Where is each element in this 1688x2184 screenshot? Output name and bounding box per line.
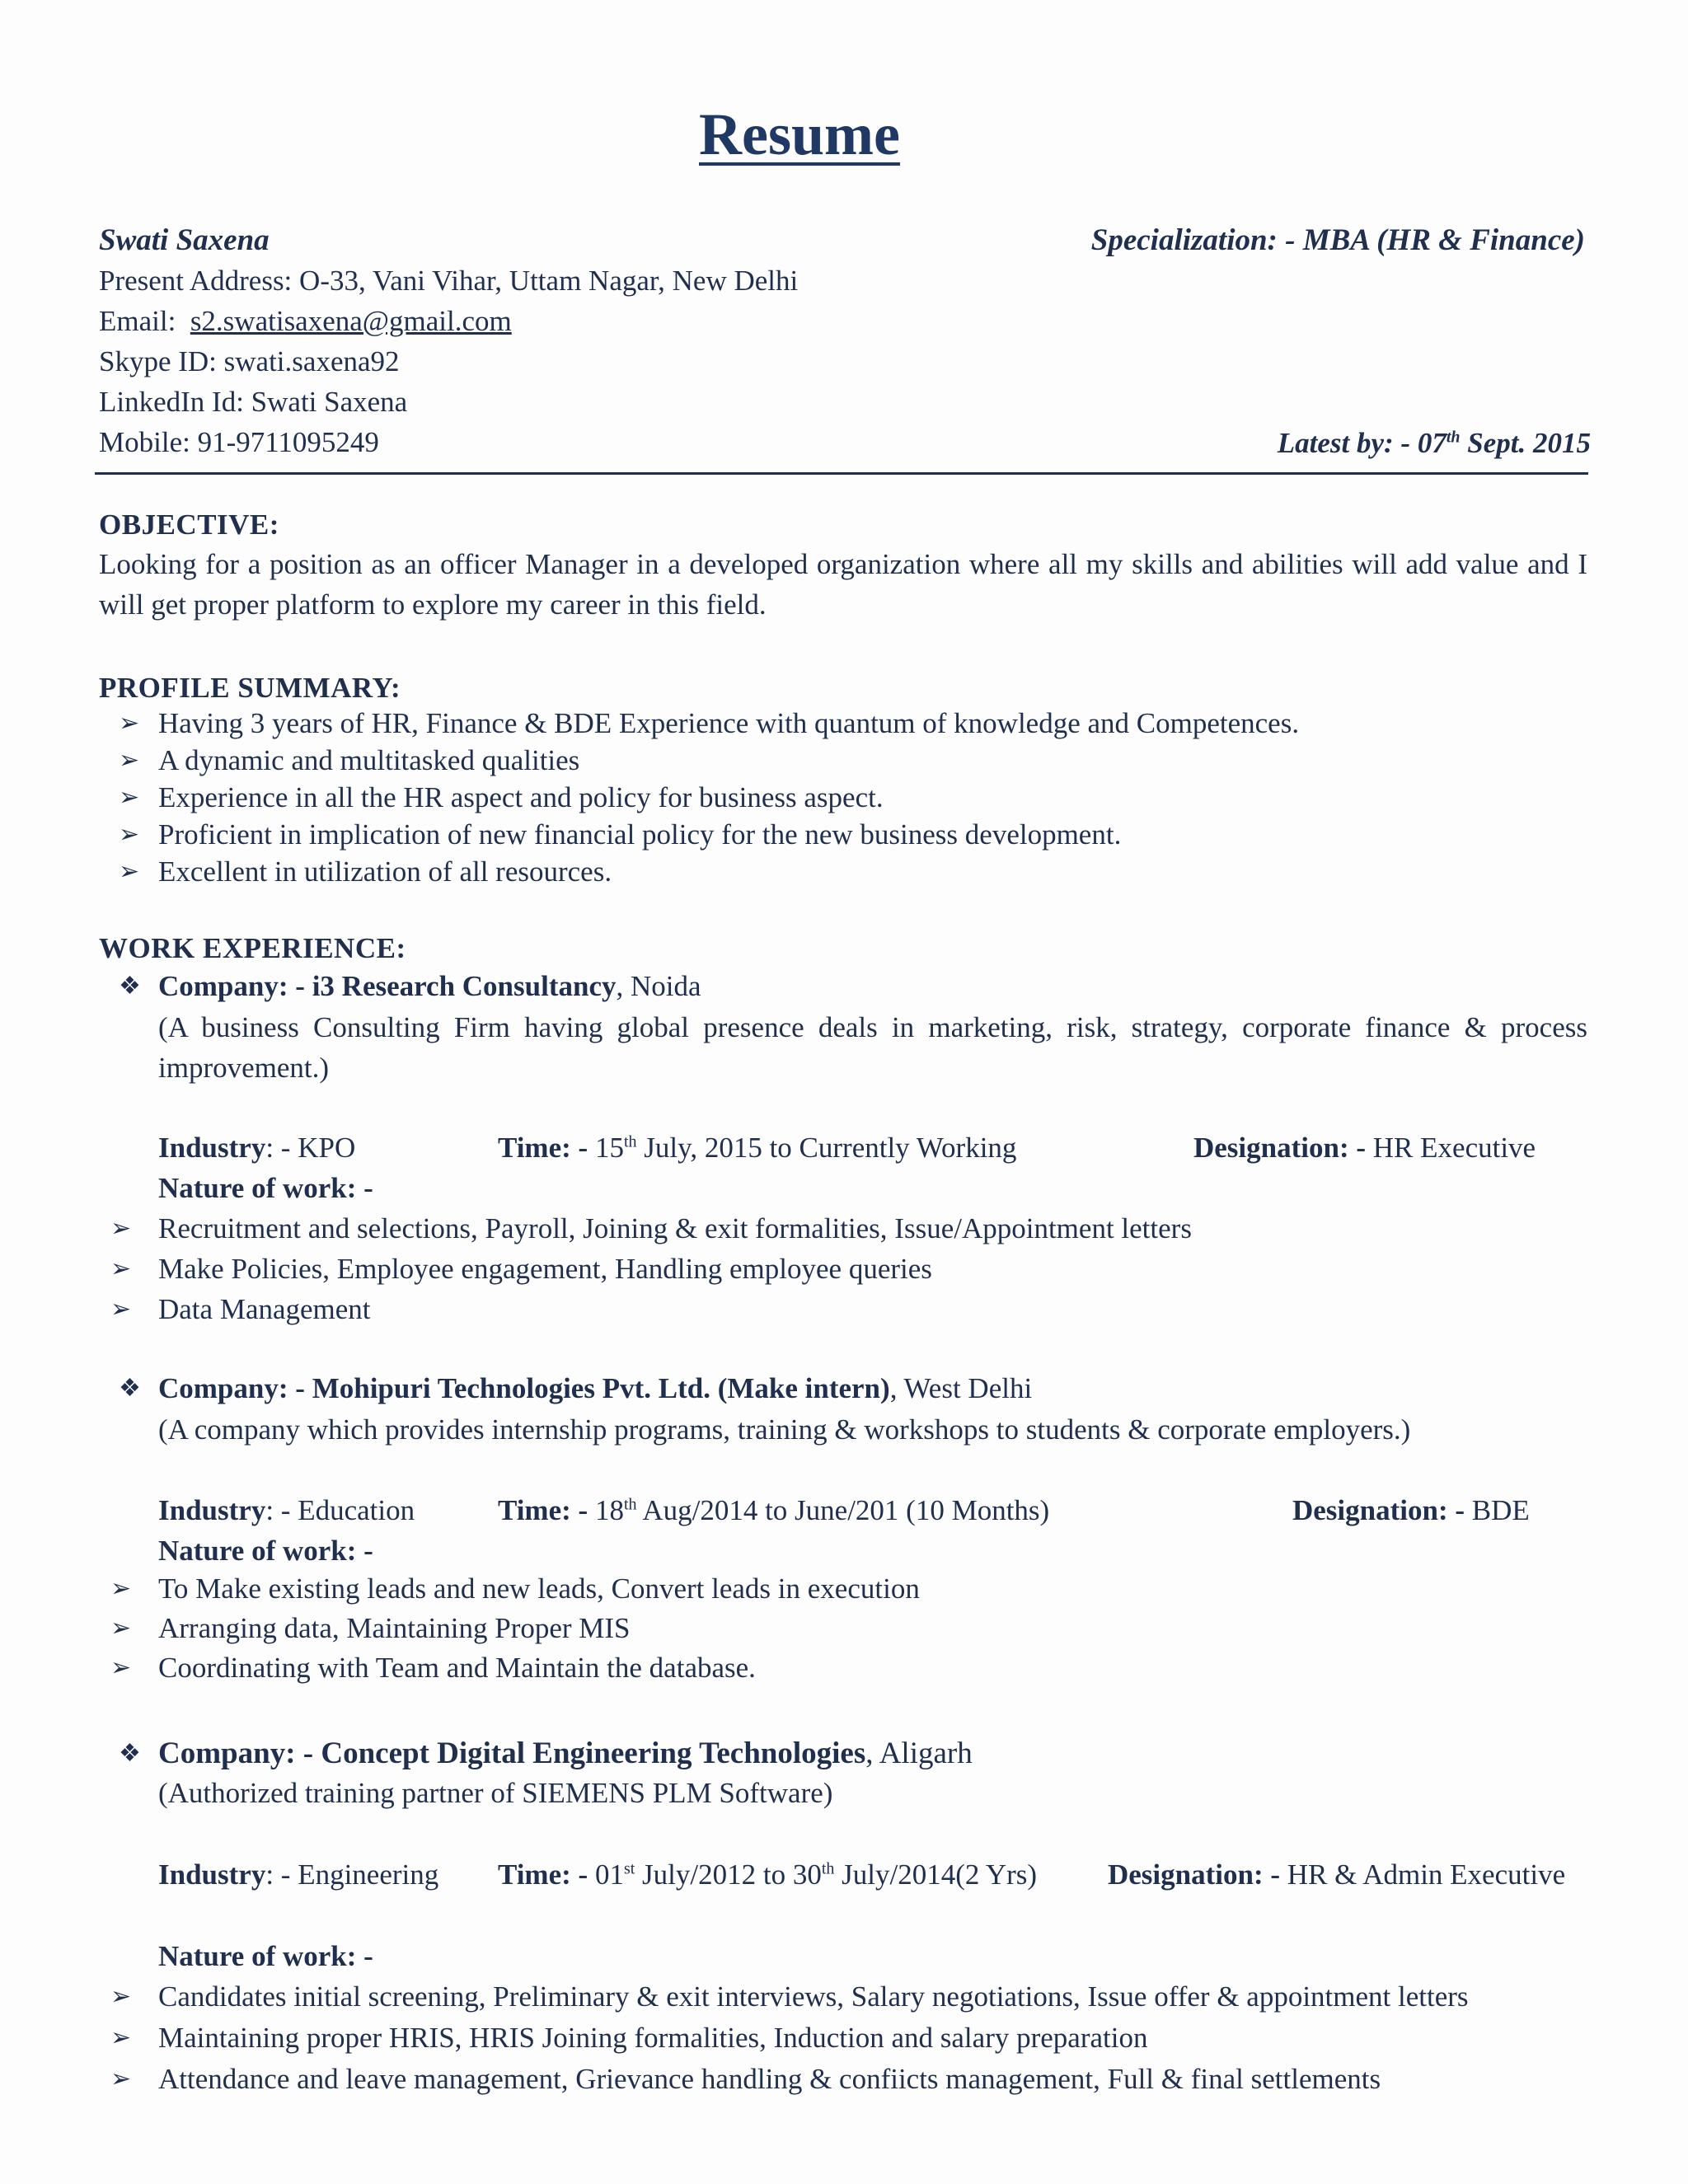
company-description: (A company which provides internship programs, training & workshops to students & corporate employers.) [158,1413,1411,1446]
email-label: Email: [99,305,176,337]
address-label: Present Address: [99,265,293,297]
industry: Industry: - Education [158,1494,415,1526]
list-item: ➢ Having 3 years of HR, Finance & BDE Experience with quantum of knowledge and Competences. [158,703,1592,740]
specialization: Specialization: - MBA (HR & Finance) [1090,223,1585,257]
diamond-bullet-icon: ❖ [119,972,141,1000]
duties-list [110,1208,1592,1329]
arrow-bullet-icon: ➢ [119,710,140,737]
industry: Industry: - KPO [158,1132,356,1164]
list-item: ➢ Coordinating with Team and Maintain the database. [158,1647,1592,1687]
job-meta-row [158,1127,1592,1168]
diamond-bullet-icon: ❖ [119,1375,141,1402]
arrow-bullet-icon: ➢ [110,1255,132,1282]
time-period: Time: - 01st July/2012 to 30th July/2014(2 Yrs) [498,1858,1038,1891]
nature-of-work-label: Nature of work: - [158,1535,373,1567]
list-item: ➢ Recruitment and selections, Payroll, Joining & exit formalities, Issue/Appointment letters [158,1208,1592,1249]
objective-text: Looking for a position as an officer Manager in a developed organization where all my skills and abilities will add value and I will get proper platform to explore my career in this field. [99,548,1587,621]
company-name: Concept Digital Engineering Technologies [321,1736,866,1770]
time-period: Time: - 15th July, 2015 to Currently Working [498,1132,1017,1164]
email-line [99,301,798,341]
company-name: Mohipuri Technologies Pvt. Ltd. (Make intern) [312,1372,890,1404]
arrow-bullet-icon: ➢ [119,821,140,848]
contact-block [99,260,798,462]
list-item: ➢ Experience in all the HR aspect and policy for business aspect. [158,777,1592,814]
list-item: ➢ Attendance and leave management, Grievance handling & confiicts management, Full & final settlements [158,2059,1609,2100]
arrow-bullet-icon: ➢ [110,1983,132,2010]
list-item: ➢ Maintaining proper HRIS, HRIS Joining formalities, Induction and salary preparation [158,2018,1609,2059]
company-line: ❖ Company: - Concept Digital Engineering Technologies, Aligarh [158,1733,973,1774]
mobile-line: Mobile: 91-9711095249 [99,426,379,458]
arrow-bullet-icon: ➢ [110,2065,132,2093]
objective-heading: OBJECTIVE: [99,509,279,541]
header-divider [95,472,1588,475]
diamond-bullet-icon: ❖ [119,1740,141,1767]
arrow-bullet-icon: ➢ [110,2024,132,2051]
list-item: ➢ Arranging data, Maintaining Proper MIS [158,1608,1592,1647]
company-line: ❖ Company: - i3 Research Consultancy, Noida [158,966,701,1006]
duties-list [110,1976,1609,2100]
linkedin-line: LinkedIn Id: Swati Saxena [99,386,408,418]
time-period: Time: - 18th Aug/2014 to June/201 (10 Months) [498,1494,1050,1526]
profile-heading: PROFILE SUMMARY: [99,672,401,704]
arrow-bullet-icon: ➢ [110,1575,132,1602]
company-description: (A business Consulting Firm having global presence deals in marketing, risk, strategy, corporate finance & process improvement.) [158,1011,1587,1084]
list-item: ➢ Candidates initial screening, Preliminary & exit interviews, Salary negotiations, Issue offer & appointment letters [158,1976,1609,2018]
company-name: i3 Research Consultancy [312,970,617,1002]
list-item: ➢ Data Management [158,1289,1592,1329]
nature-of-work-label: Nature of work: - [158,1172,373,1204]
document-title: Resume [699,101,900,167]
skype-line: Skype ID: swati.saxena92 [99,345,400,377]
industry: Industry: - Engineering [158,1858,439,1891]
list-item: ➢ Proficient in implication of new financial policy for the new business development. [158,814,1592,851]
candidate-name: Swati Saxena [99,223,270,257]
profile-list [119,703,1592,888]
list-item: ➢ Make Policies, Employee engagement, Handling employee queries [158,1249,1592,1289]
arrow-bullet-icon: ➢ [110,1215,132,1242]
email-link[interactable]: s2.swatisaxena@gmail.com [190,305,512,337]
arrow-bullet-icon: ➢ [110,1296,132,1323]
designation: Designation: - HR & Admin Executive [1108,1858,1566,1891]
designation: Designation: - HR Executive [1193,1132,1536,1164]
nature-of-work-label: Nature of work: - [158,1940,373,1972]
duties-list [110,1568,1592,1687]
list-item: ➢ Excellent in utilization of all resources. [158,851,1592,888]
arrow-bullet-icon: ➢ [119,784,140,811]
job-meta-row [158,1854,1592,1895]
arrow-bullet-icon: ➢ [110,1615,132,1642]
work-heading: WORK EXPERIENCE: [99,932,406,964]
company-description: (Authorized training partner of SIEMENS PLM Software) [158,1777,833,1809]
arrow-bullet-icon: ➢ [119,747,140,774]
designation: Designation: - BDE [1292,1494,1530,1526]
job-meta-row [158,1490,1592,1530]
address-value: O-33, Vani Vihar, Uttam Nagar, New Delhi [299,265,799,297]
list-item: ➢ To Make existing leads and new leads, Convert leads in execution [158,1568,1592,1608]
list-item: ➢ A dynamic and multitasked qualities [158,740,1592,777]
address-line [99,260,798,301]
arrow-bullet-icon: ➢ [119,858,140,885]
arrow-bullet-icon: ➢ [110,1654,132,1681]
latest-date: Latest by: - 07th Sept. 2015 [1277,427,1591,459]
company-line: ❖ Company: - Mohipuri Technologies Pvt. Ltd. (Make intern), West Delhi [158,1368,1032,1408]
